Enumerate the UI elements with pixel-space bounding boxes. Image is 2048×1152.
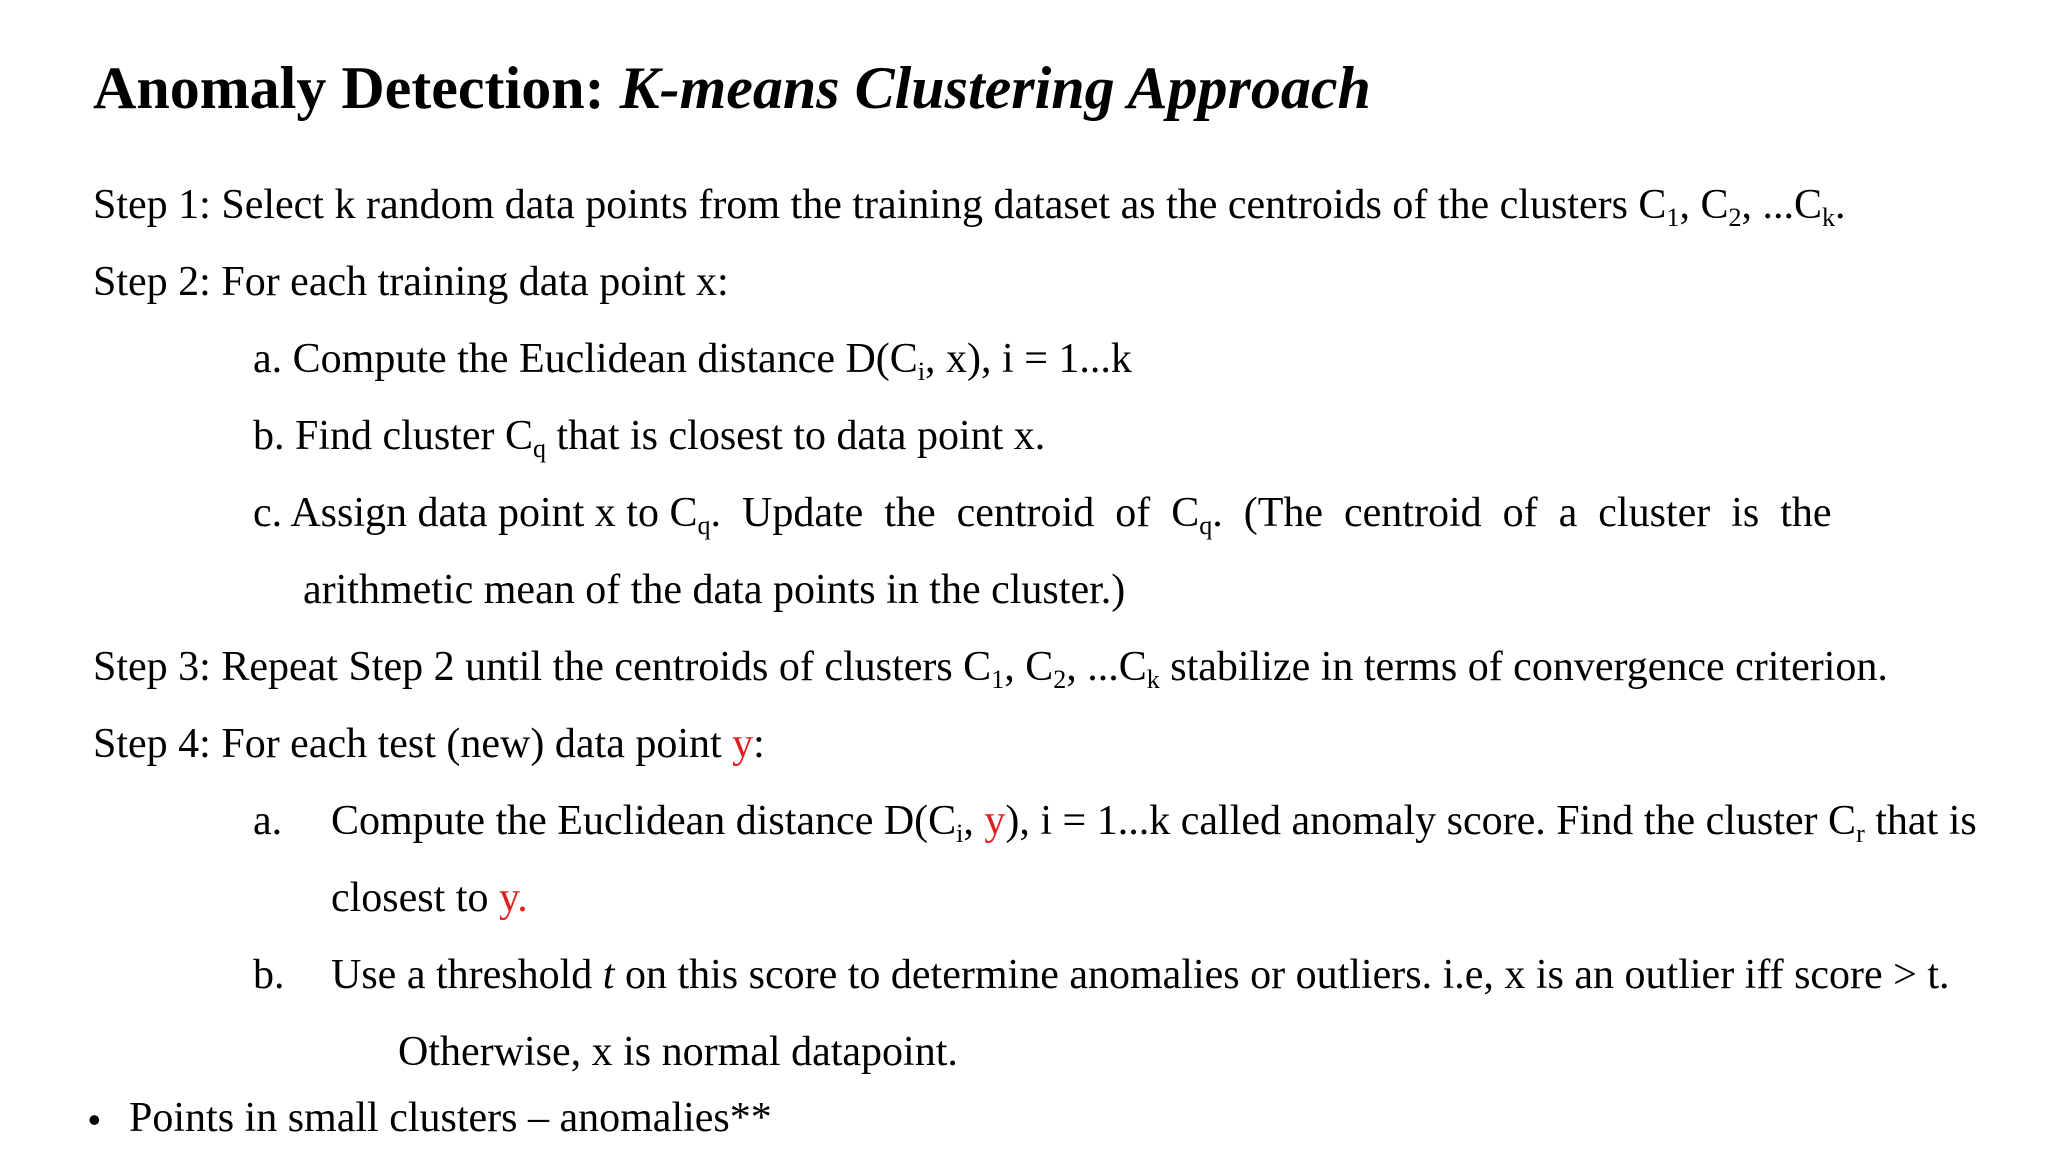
step-4 (93, 719, 765, 769)
step-2-b-text: b. Find cluster C (253, 413, 533, 459)
step-4-a (331, 796, 1977, 846)
step-2-a (253, 334, 1132, 384)
subscript: r (1856, 818, 1865, 848)
step-2-b-text-end: that is closest to data point x. (546, 413, 1046, 459)
title-italic: K-means Clustering Approach (619, 55, 1371, 121)
separator: , C (1004, 644, 1054, 690)
step-3-text-end: stabilize in terms of convergence criterion. (1159, 644, 1888, 690)
subscript: q (533, 433, 547, 463)
step-2-a-text-end: , x), i = 1...k (925, 336, 1132, 382)
step-3 (93, 642, 1888, 692)
subscript: 2 (1053, 664, 1067, 694)
subscript: 2 (1728, 202, 1742, 232)
subscript: k (1146, 664, 1160, 694)
step-2-c-text-mid: . Update the centroid of C (710, 490, 1200, 536)
step-1-end: . (1835, 182, 1846, 228)
step-1 (93, 180, 1846, 230)
step-2-c-text-end: . (The centroid of a cluster is the (1212, 490, 1832, 536)
step-4-a-text: Compute the Euclidean distance D(C (331, 798, 957, 844)
subscript: i (956, 818, 964, 848)
variable-y: y. (498, 875, 528, 921)
step-2-c-continued: arithmetic mean of the data points in the cluster.) (303, 567, 1126, 613)
step-4-a-continued (331, 873, 528, 923)
step-4-a-marker: a. (253, 798, 283, 844)
step-4-b-text-end: on this score to determine anomalies or outliers. i.e, x is an outlier iff score > t. (614, 952, 1950, 998)
separator: , C (1679, 182, 1729, 228)
step-4-a-cont-text: closest to (331, 875, 499, 921)
bullet-icon: • (88, 1099, 101, 1140)
variable-y: y (984, 798, 1006, 844)
separator: , (963, 798, 985, 844)
step-2-c-text: c. Assign data point x to C (253, 490, 698, 536)
slide-title (93, 52, 1371, 124)
subscript: 1 (1666, 202, 1680, 232)
step-4-b-marker: b. (253, 952, 285, 998)
title-plain: Anomaly Detection: (93, 55, 620, 121)
variable-y: y (732, 721, 754, 767)
step-4-text: Step 4: For each test (new) data point (93, 721, 733, 767)
step-4-b-text: Use a threshold (331, 952, 603, 998)
step-4-a-text-end: that is (1864, 798, 1977, 844)
separator: , ...C (1741, 182, 1823, 228)
step-2-c (253, 488, 1832, 538)
step-2: Step 2: For each training data point x: (93, 259, 729, 305)
step-4-a-text-mid: ), i = 1...k called anomaly score. Find the cluster C (1005, 798, 1857, 844)
subscript: q (1199, 510, 1213, 540)
step-4-b (331, 950, 1950, 1000)
step-2-b (253, 411, 1045, 461)
step-1-text: Step 1: Select k random data points from the training dataset as the centroids of the clusters C (93, 182, 1667, 228)
step-2-a-text: a. Compute the Euclidean distance D(C (253, 336, 918, 382)
subscript: k (1822, 202, 1836, 232)
subscript: 1 (991, 664, 1005, 694)
step-3-text: Step 3: Repeat Step 2 until the centroids of clusters C (93, 644, 992, 690)
separator: , ...C (1066, 644, 1147, 690)
threshold-t: t (602, 952, 615, 998)
subscript: q (697, 510, 711, 540)
bullet-text: Points in small clusters – anomalies** (129, 1095, 772, 1141)
step-4-b-continued: Otherwise, x is normal datapoint. (398, 1029, 958, 1075)
step-4-colon: : (753, 721, 765, 767)
subscript: i (917, 356, 926, 386)
